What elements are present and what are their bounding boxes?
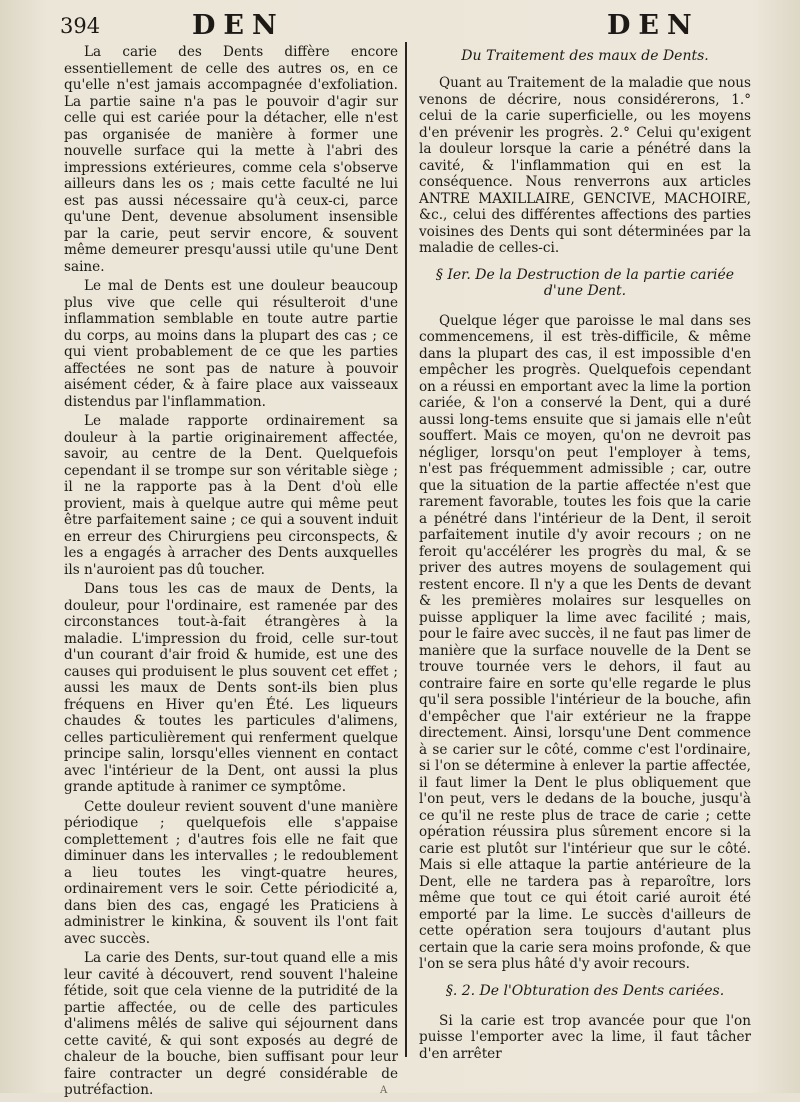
running-head-right: DEN xyxy=(607,10,700,41)
left-column xyxy=(64,44,398,1102)
paragraph: Quelque léger que paroisse le mal dans ses commencemens, il est très-difficile, & même dans la plupart des cas, il est impossible d'en empêcher les progrès. Quelquefois cependant on a réussi en emportant avec la lime la portion cariée, & l'on a conservé la Dent, qui a duré aussi long-tems ensuite que si jamais elle n'eût souffert. Mais ce moyen, qu'on ne devroit pas négliger, lorsqu'on peut l'employer à tems, n'est pas fréquemment admissible ; car, outre que la situation de la partie affectée n'est que rarement favorable, toutes les fois que la carie a pénétré dans l'intérieur de la Dent, il seroit parfaitement inutile d'y avoir recours ; on ne feroit qu'accélérer les progrès du mal, & se priver des autres moyens de soulagement qui restent encore. Il n'y a que les Dents de devant & les premières molaires sur lesquelles on puisse appliquer la lime avec facilité ; mais, pour le faire avec succès, il ne faut pas limer de manière que la surface nouvelle de la Dent se trouve tournée vers le dehors, il faut au contraire faire en sorte qu'elle regarde le plus qu'il sera possible l'intérieur de la bouche, afin d'empêcher que l'air extérieur ne la frappe directement. Ainsi, lorsqu'une Dent commence à se carier sur le côté, comme c'est l'ordinaire, si l'on se détermine à enlever la partie affectée, il faut limer la Dent le plus obliquement que l'on peut, vers le dedans de la bouche, jusqu'à ce qu'il ne reste plus de trace de carie ; cette opération réussira plus sûrement encore si la carie est plutôt sur l'intérieur que sur le côté. Mais si elle attaque la partie antérieure de la Dent, elle ne tardera pas à reparoître, lors même que tout ce qui étoit carié auroit été emporté par la lime. Le succès d'ailleurs de cette opération sera toujours d'autant plus certain que la carie sera moins profonde, & que l'on se sera plus hâté d'y avoir recours. xyxy=(419,312,751,972)
paragraph: Le mal de Dents est une douleur beaucoup plus vive que celle qui résulteroit d'une inflammation semblable en toute autre partie du corps, au moins dans la plupart des cas ; ce qui vient probablement de ce que les parties affectées ne sont pas de nature à pouvoir aisément céder, & à faire place aux vaisseaux distendus par l'inflammation. xyxy=(64,278,398,410)
subsection-title: §. 2. De l'Obturation des Dents cariées. xyxy=(445,982,725,999)
page-header xyxy=(52,8,770,44)
footer-mark: A xyxy=(380,1085,388,1096)
section-title: Du Traitement des maux de Dents. xyxy=(461,48,709,64)
paragraph: Quant au Traitement de la maladie que nous venons de décrire, nous considérerons, 1.° celui de la carie superficielle, ou les moyens d'en prévenir les progrès. 2.° Celui qu'exigent la douleur lorsque la carie a pénétré dans la cavité, & l'inflammation qui en est la conséquence. Nous renverrons aux articles ANTRE MAXILLAIRE, GENCIVE, MACHOIRE, &c., celui des différentes affections des parties voisines des Dents qui sont déterminées par la maladie de celles-ci. xyxy=(419,75,751,256)
paragraph: Cette douleur revient souvent d'une manière périodique ; quelquefois elle s'appaise complettement ; d'autres fois elle ne fait que diminuer dans les intervalles ; le redoublement a lieu toutes les vingt-quatre heures, ordinairement vers le soir. Cette périodicité a, dans bien des cas, engagé les Praticiens à administrer le kinkina, & souvent ils l'ont fait avec succès. xyxy=(64,798,398,947)
page-number: 394 xyxy=(60,14,101,38)
paragraph: Dans tous les cas de maux de Dents, la douleur, pour l'ordinaire, est ramenée par des circonstances tout-à-fait étrangères à la maladie. L'impression du froid, celle sur-tout d'un courant d'air froid & humide, est une des causes qui produisent le plus souvent cet effet ; aussi les maux de Dents sont-ils bien plus fréquens en Hiver qu'en Été. Les liqueurs chaudes & toutes les particules d'alimens, celles particulièrement qui renferment quelque principe salin, lorsqu'elles viennent en contact avec l'intérieur de la Dent, ont aussi la plus grande aptitude à ranimer ce symptôme. xyxy=(64,581,398,795)
right-column xyxy=(419,44,751,1065)
paragraph: La carie des Dents, sur-tout quand elle a mis leur cavité à découvert, rend souvent l'haleine fétide, soit que cela vienne de la putridité de la partie affectée, ou de celle des particules d'alimens mêlés de salive qui séjournent dans cette cavité, & qui sont exposés au degré de chaleur de la bouche, bien suffisant pour leur faire contracter un degré considérable de putréfaction. xyxy=(64,950,398,1098)
paragraph: Si la carie est trop avancée pour que l'on puisse l'emporter avec la lime, il faut tâcher d'en arrêter xyxy=(419,1012,751,1062)
subsection-title: § Ier. De la Destruction de la partie cariée d'une Dent. xyxy=(435,266,735,299)
paragraph: Le malade rapporte ordinairement sa douleur à la partie originairement affectée, savoir, au centre de la Dent. Quelquefois cependant il se trompe sur son véritable siège ; il ne la rapporte pas à la Dent d'où elle provient, mais à quelque autre qui même peut être parfaitement saine ; ce qui a souvent induit en erreur des Chirurgiens peu circonspects, & les a engagés à arracher des Dents auxquelles ils n'auroient pas dû toucher. xyxy=(64,413,398,578)
paragraph: La carie des Dents diffère encore essentiellement de celle des autres os, en ce qu'elle n'est jamais accompagnée d'exfoliation. La partie saine n'a pas le pouvoir d'agir sur celle qui est cariée pour la détacher, elle n'est pas organisée de manière à former une nouvelle surface qui la mette à l'abri des impressions extérieures, comme cela s'observe ailleurs dans les os ; mais cette faculté ne lui est pas aussi nécessaire qu'à ceux-ci, parce qu'une Dent, devenue absolument insensible par la carie, peut servir encore, & souvent même demeurer presqu'aussi utile qu'une Dent saine. xyxy=(64,44,398,275)
running-head-left: DEN xyxy=(192,10,285,41)
column-divider xyxy=(405,42,407,1057)
